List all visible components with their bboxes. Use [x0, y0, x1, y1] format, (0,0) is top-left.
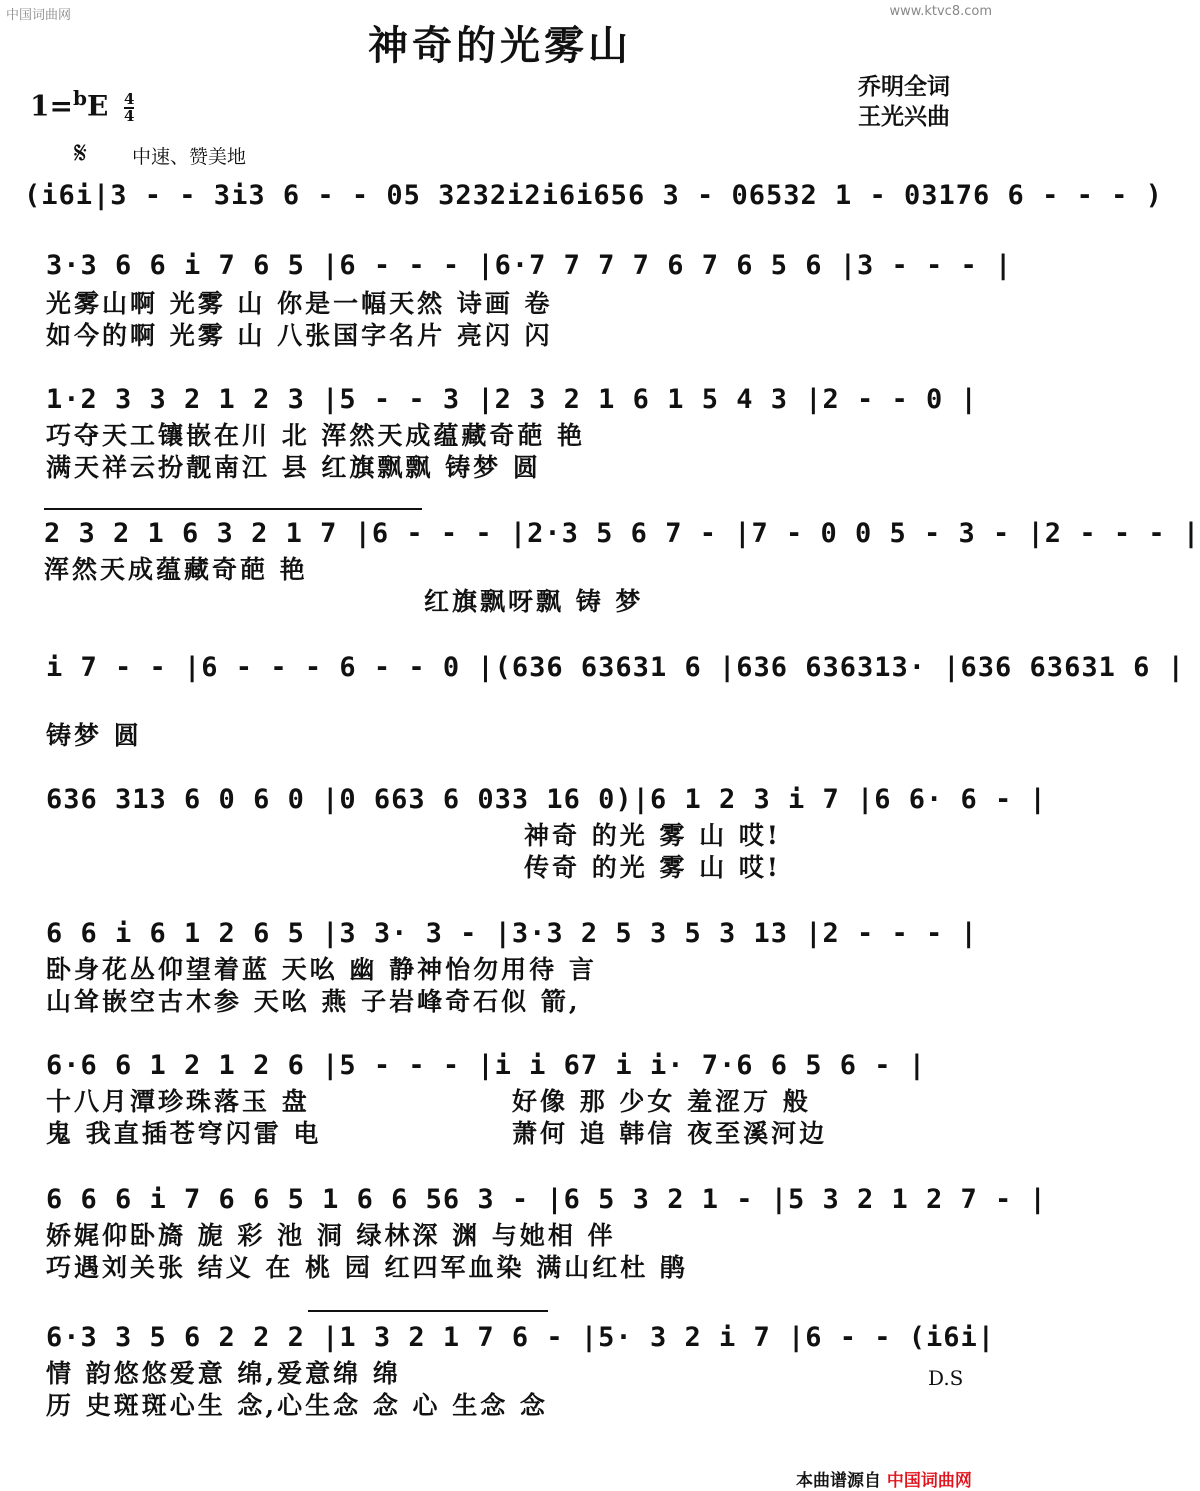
tempo-marking: 中速、赞美地	[132, 146, 247, 168]
score-row-9: 6·6 6 1 2 1 2 6 |5 - - - |i i 67 i i· 7·6 6 5 6 - |	[46, 1050, 927, 1081]
composer-credit: 王光兴曲	[858, 104, 950, 130]
score-row-10: 6 6 6 i 7 6 6 5 1 6 6 56 3 - |6 5 3 2 1 - |5 3 2 1 2 7 - |	[46, 1184, 1047, 1215]
dal-segno-marking: D.S	[928, 1366, 964, 1390]
extra-lyrics-verse-1: 好像 那 少女 羞涩万 般	[512, 1087, 811, 1116]
lyrics-row-2-verse-2: 满天祥云扮靓南江 县 红旗飘飘 铸梦 圆	[46, 453, 541, 482]
lyrics-row-9-verse-2: 鬼 我直插苍穹闪雷 电	[46, 1119, 322, 1148]
key-prefix: 1=	[30, 89, 73, 123]
volta-bracket	[44, 508, 422, 510]
lyrics-row-4: 红旗飘呀飘 铸 梦	[424, 587, 644, 616]
lyricist-credit: 乔明全词	[858, 74, 950, 100]
lyrics-row-10-verse-1: 娇娓仰卧旖 旎 彩 池 洞 绿林深 渊 与她相 伴	[46, 1221, 616, 1250]
lyrics-row-11-verse-1: 情 韵悠悠爱意 绵,爱意绵 绵	[46, 1359, 401, 1388]
key-note: E	[86, 89, 109, 123]
lyrics-row-9-verse-1: 十八月潭珍珠落玉 盘	[46, 1087, 310, 1116]
score-row-8: 6 6 i 6 1 2 6 5 |3 3· 3 - |3·3 2 5 3 5 3 13 |2 - - - |	[46, 918, 978, 949]
segno-icon: 𝄋	[74, 136, 87, 171]
lyrics-row-7-verse-1: 神奇 的光 雾 山 哎!	[524, 821, 781, 850]
score-row-3: 2 3 2 1 6 3 2 1 7 |6 - - - |2·3 5 6 7 - |7 - 0 0 5 - 3 - |2 - - - |	[44, 518, 1200, 549]
time-signature	[124, 89, 135, 125]
lyrics-row-7-verse-2: 传奇 的光 雾 山 哎!	[524, 853, 781, 882]
time-top: 4	[124, 89, 135, 108]
lyrics-row-8-verse-1: 卧身花丛仰望着蓝 天吆 幽 静神怡勿用待 言	[46, 955, 597, 984]
footer-site: 中国词曲网	[886, 1471, 972, 1491]
score-row-11: 6·3 3 5 6 2 2 2 |1 3 2 1 7 6 - |5· 3 2 i 7 |6 - - (i6i|	[46, 1322, 996, 1353]
lyrics-row-8-verse-2: 山耸嵌空古木参 天吆 燕 子岩峰奇石似 箭,	[46, 987, 581, 1016]
volta-bracket-2	[308, 1310, 548, 1312]
song-title: 神奇的光雾山	[368, 23, 632, 69]
lyrics-row-6: 铸梦 圆	[46, 721, 142, 750]
extra-lyrics-verse-2: 萧何 追 韩信 夜至溪河边	[512, 1119, 828, 1148]
flat-sign: b	[72, 86, 87, 110]
key-signature	[30, 86, 134, 124]
footer-prefix: 本曲谱源自	[796, 1471, 881, 1491]
footer-source	[796, 1466, 972, 1491]
lyrics-row-11-verse-2: 历 史斑斑心生 念,心生念 念 心 生念 念	[46, 1391, 548, 1420]
score-row-1: 3·3 6 6 i 7 6 5 |6 - - - |6·7 7 7 7 6 7 6 5 6 |3 - - - |	[46, 250, 1013, 281]
watermark-left: 中国词曲网	[6, 8, 72, 23]
lyrics-row-1-verse-2: 如今的啊 光雾 山 八张国字名片 亮闪 闪	[46, 321, 553, 350]
score-row-5: i 7 - - |6 - - - 6 - - 0 |(636 63631 6 |636 636313· |636 63631 6 |	[46, 652, 1185, 683]
lyrics-row-10-verse-2: 巧遇刘关张 结义 在 桃 园 红四军血染 满山红杜 鹃	[46, 1253, 688, 1282]
score-row-7: 636 313 6 0 6 0 |0 663 6 033 16 0)|6 1 2 3 i 7 |6 6· 6 - |	[46, 784, 1047, 815]
score-row-2: 1·2 3 3 2 1 2 3 |5 - - 3 |2 3 2 1 6 1 5 4 3 |2 - - 0 |	[46, 384, 978, 415]
watermark-right: www.ktvc8.com	[889, 4, 992, 19]
time-bottom: 4	[124, 106, 135, 125]
lyrics-row-2-verse-1: 巧夺天工镶嵌在川 北 浑然天成蕴藏奇葩 艳	[46, 421, 586, 450]
lyrics-row-1-verse-1: 光雾山啊 光雾 山 你是一幅天然 诗画 卷	[46, 289, 553, 318]
score-row-intro: (i6i|3 - - 3i3 6 - - 05 3232i2i6i656 3 - 06532 1 - 03176 6 - - - )	[24, 180, 1163, 211]
lyrics-row-3: 浑然天成蕴藏奇葩 艳	[44, 555, 308, 584]
